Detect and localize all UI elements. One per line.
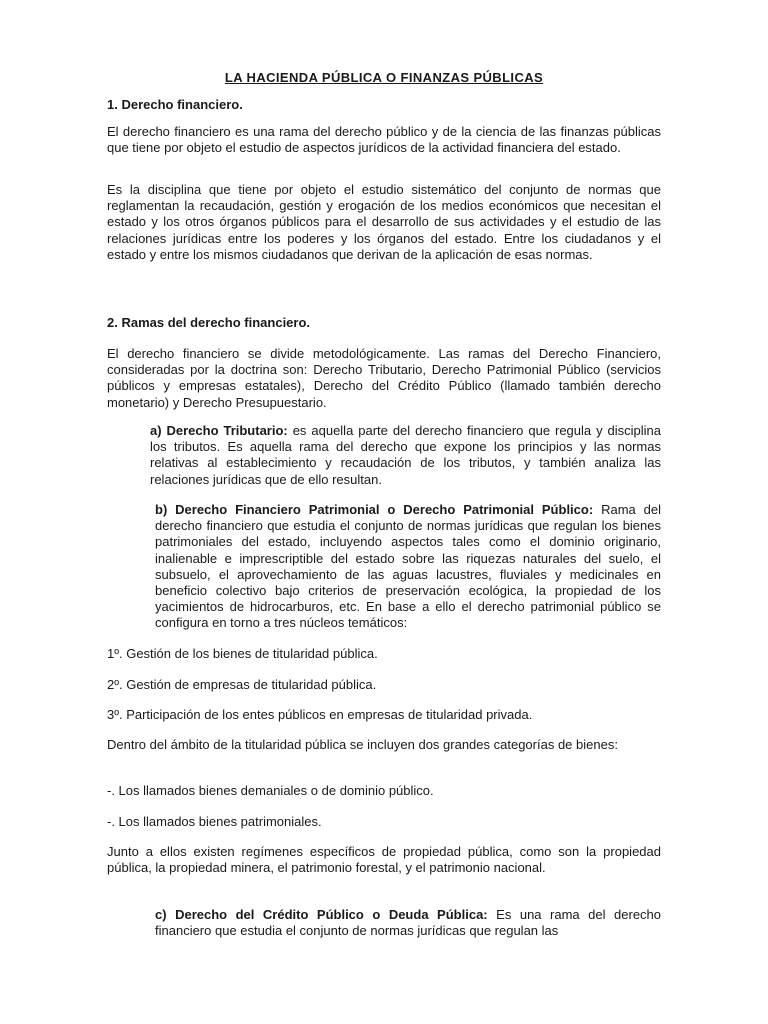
- categorias-intro-paragraph: Dentro del ámbito de la titularidad pública se incluyen dos grandes categorías de bienes:: [107, 737, 618, 752]
- branch-c-label: c) Derecho del Crédito Público o Deuda Pública:: [155, 907, 488, 922]
- branch-b-label: b) Derecho Financiero Patrimonial o Derecho Patrimonial Público:: [155, 502, 594, 517]
- categoria-item-2: -. Los llamados bienes patrimoniales.: [107, 814, 322, 829]
- section-1-paragraph-1: El derecho financiero es una rama del derecho público y de la ciencia de las finanzas públicas que tiene por objeto el estudio de aspectos jurídicos de la actividad financiera del estado.: [107, 124, 661, 156]
- branch-c-paragraph: [107, 907, 661, 939]
- branch-a-paragraph: [102, 423, 661, 488]
- section-1-heading: 1. Derecho financiero.: [107, 97, 243, 112]
- categoria-item-1: -. Los llamados bienes demaniales o de dominio público.: [107, 783, 434, 798]
- section-2-heading: 2. Ramas del derecho financiero.: [107, 315, 311, 330]
- nucleo-item-3: 3º. Participación de los entes públicos en empresas de titularidad privada.: [107, 707, 533, 722]
- branch-a-text: es aquella parte del derecho financiero que regula y disciplina los tributos. Es aquella rama del derecho que expone los principios y las normas relativas al establecimiento y recaudación de los tributos, y también analiza las relaciones jurídicas que de ello resultan.: [150, 423, 661, 487]
- branch-c-text: Es una rama del derecho financiero que estudia el conjunto de normas jurídicas que regulan las: [155, 907, 662, 939]
- document-title: LA HACIENDA PÚBLICA O FINANZAS PÚBLICAS: [224, 70, 544, 85]
- section-1-paragraph-2: Es la disciplina que tiene por objeto el estudio sistemático del conjunto de normas que reglamentan la recaudación, gestión y erogación de los medios económicos que necesitan el estado y los otros órganos públicos para el desarrollo de sus actividades y el estudio de las relaciones jurídicas entre los poderes y los órganos del estado. Entre los ciudadanos y el estado y entre los mismos ciudadanos que derivan de la aplicación de esas normas.: [107, 182, 661, 262]
- branch-a-label: a) Derecho Tributario:: [150, 423, 288, 438]
- section-2-intro-paragraph: El derecho financiero se divide metodológicamente. Las ramas del Derecho Financiero, consideradas por la doctrina son: Derecho Tributario, Derecho Patrimonial Público (servicios públicos y empresas estatales), Derecho del Crédito Público (llamado también derecho monetario) y Derecho Presupuestario.: [107, 346, 661, 410]
- regimenes-paragraph: Junto a ellos existen regímenes específicos de propiedad pública, como son la propiedad pública, la propiedad minera, el patrimonio forestal, y el patrimonio nacional.: [107, 844, 661, 876]
- branch-b-text: Rama del derecho financiero que estudia el conjunto de normas jurídicas que regulan los bienes patrimoniales del estado, incluyendo aspectos tales como el dominio originario, inalienable e imprescriptible del estado sobre las riquezas naturales del suelo, el subsuelo, el aprovechamiento de las aguas lacustres, fluviales y medicinales en beneficio colectivo bajo criterios de preservación ecológica, la propiedad de los yacimientos de hidrocarburos, etc. En base a ello el derecho patrimonial público se configura en torno a tres núcleos temáticos:: [155, 502, 662, 631]
- nucleo-item-2: 2º. Gestión de empresas de titularidad pública.: [107, 677, 377, 692]
- nucleo-item-1: 1º. Gestión de los bienes de titularidad pública.: [107, 646, 378, 661]
- branch-b-paragraph: [107, 502, 661, 632]
